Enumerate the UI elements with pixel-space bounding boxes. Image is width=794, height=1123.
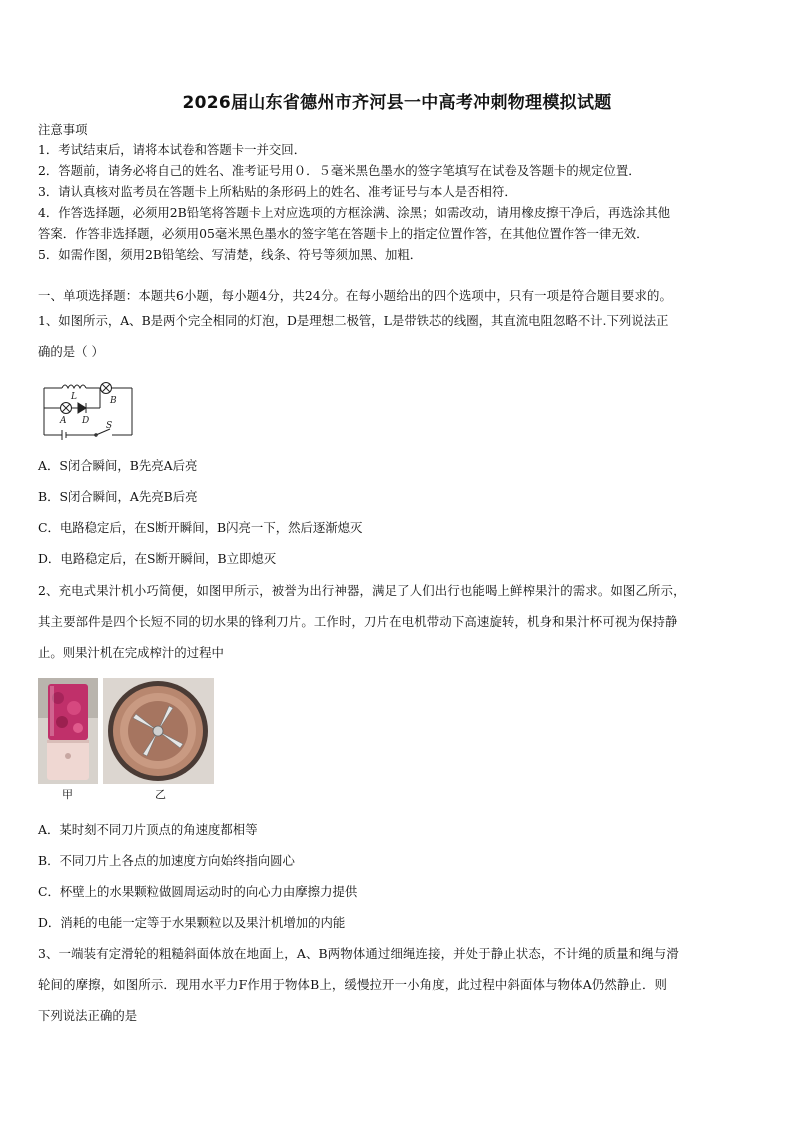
photo-label-jia: 甲 <box>62 788 73 801</box>
q1-circuit-diagram <box>38 372 138 442</box>
juicer-photo <box>38 678 98 784</box>
q2-stem: 止。则果汁机在完成榨汁的过程中 <box>38 645 224 660</box>
blade-photo <box>103 678 214 784</box>
label-D: D <box>82 416 90 426</box>
q1-option-b: B．S闭合瞬间，A先亮B后亮 <box>38 489 198 504</box>
section-heading: 一、单项选择题：本题共6小题，每小题4分，共24分。在每小题给出的四个选项中，只有一项是符合题目要求的。 <box>38 288 673 303</box>
q2-option-a: A．某时刻不同刀片顶点的角速度都相等 <box>38 822 258 837</box>
notice-item: 5．如需作图，须用2B铅笔绘、写清楚，线条、符号等须加黑、加粗． <box>38 247 423 262</box>
q2-stem: 其主要部件是四个长短不同的切水果的锋利刀片。工作时，刀片在电机带动下高速旋转，机身和果汁杯可视为保持静 <box>38 614 678 629</box>
page-title: 2026届山东省德州市齐河县一中高考冲刺物理模拟试题 <box>182 93 612 113</box>
q1-option-a: A．S闭合瞬间，B先亮A后亮 <box>38 458 198 473</box>
label-B: B <box>110 396 117 406</box>
q2-option-b: B．不同刀片上各点的加速度方向始终指向圆心 <box>38 853 295 868</box>
notice-item: 2．答题前，请务必将自己的姓名、准考证号用０．５毫米黑色墨水的签字笔填写在试卷及答题卡的规定位置． <box>38 163 641 178</box>
q3-stem: 轮间的摩擦，如图所示．现用水平力F作用于物体B上，缓慢拉开一小角度，此过程中斜面体与物体A仍然静止．则 <box>38 977 668 992</box>
q1-stem: 确的是（ ） <box>38 344 104 359</box>
photo-label-yi: 乙 <box>155 788 166 801</box>
q2-stem: 2、充电式果汁机小巧简便，如图甲所示，被誉为出行神器，满足了人们出行也能喝上鲜榨果汁的需求。如图乙所示， <box>38 583 686 598</box>
q1-option-d: D．电路稳定后，在S断开瞬间，B立即熄灭 <box>38 551 277 566</box>
q1-stem: 1、如图所示，A、B是两个完全相同的灯泡，D是理想二极管，L是带铁芯的线圈，其直流电阻忽略不计.下列说法正 <box>38 313 669 328</box>
q2-option-c: C．杯壁上的水果颗粒做圆周运动时的向心力由摩擦力提供 <box>38 884 358 899</box>
q3-stem: 3、一端装有定滑轮的粗糙斜面体放在地面上，A、B两物体通过细绳连接，并处于静止状态，不计绳的质量和绳与滑 <box>38 946 679 961</box>
notice-item: 答案．作答非选择题，必须用05毫米黑色墨水的签字笔在答题卡上的指定位置作答，在其他位置作答一律无效． <box>38 226 649 241</box>
label-S: S <box>106 421 113 431</box>
q3-stem: 下列说法正确的是 <box>38 1008 138 1023</box>
notice-item: 3．请认真核对监考员在答题卡上所粘贴的条形码上的姓名、准考证号与本人是否相符． <box>38 184 517 199</box>
q2-option-d: D．消耗的电能一定等于水果颗粒以及果汁机增加的内能 <box>38 915 346 930</box>
notice-item: 4．作答选择题，必须用2B铅笔将答题卡上对应选项的方框涂满、涂黑；如需改动，请用橡皮擦干净后，再选涂其他 <box>38 205 671 220</box>
q1-option-c: C．电路稳定后，在S断开瞬间，B闪亮一下，然后逐渐熄灭 <box>38 520 363 535</box>
label-L: L <box>71 392 77 402</box>
notice-heading: 注意事项 <box>38 122 88 137</box>
notice-item: 1．考试结束后，请将本试卷和答题卡一并交回． <box>38 142 307 157</box>
label-A: A <box>60 416 67 426</box>
